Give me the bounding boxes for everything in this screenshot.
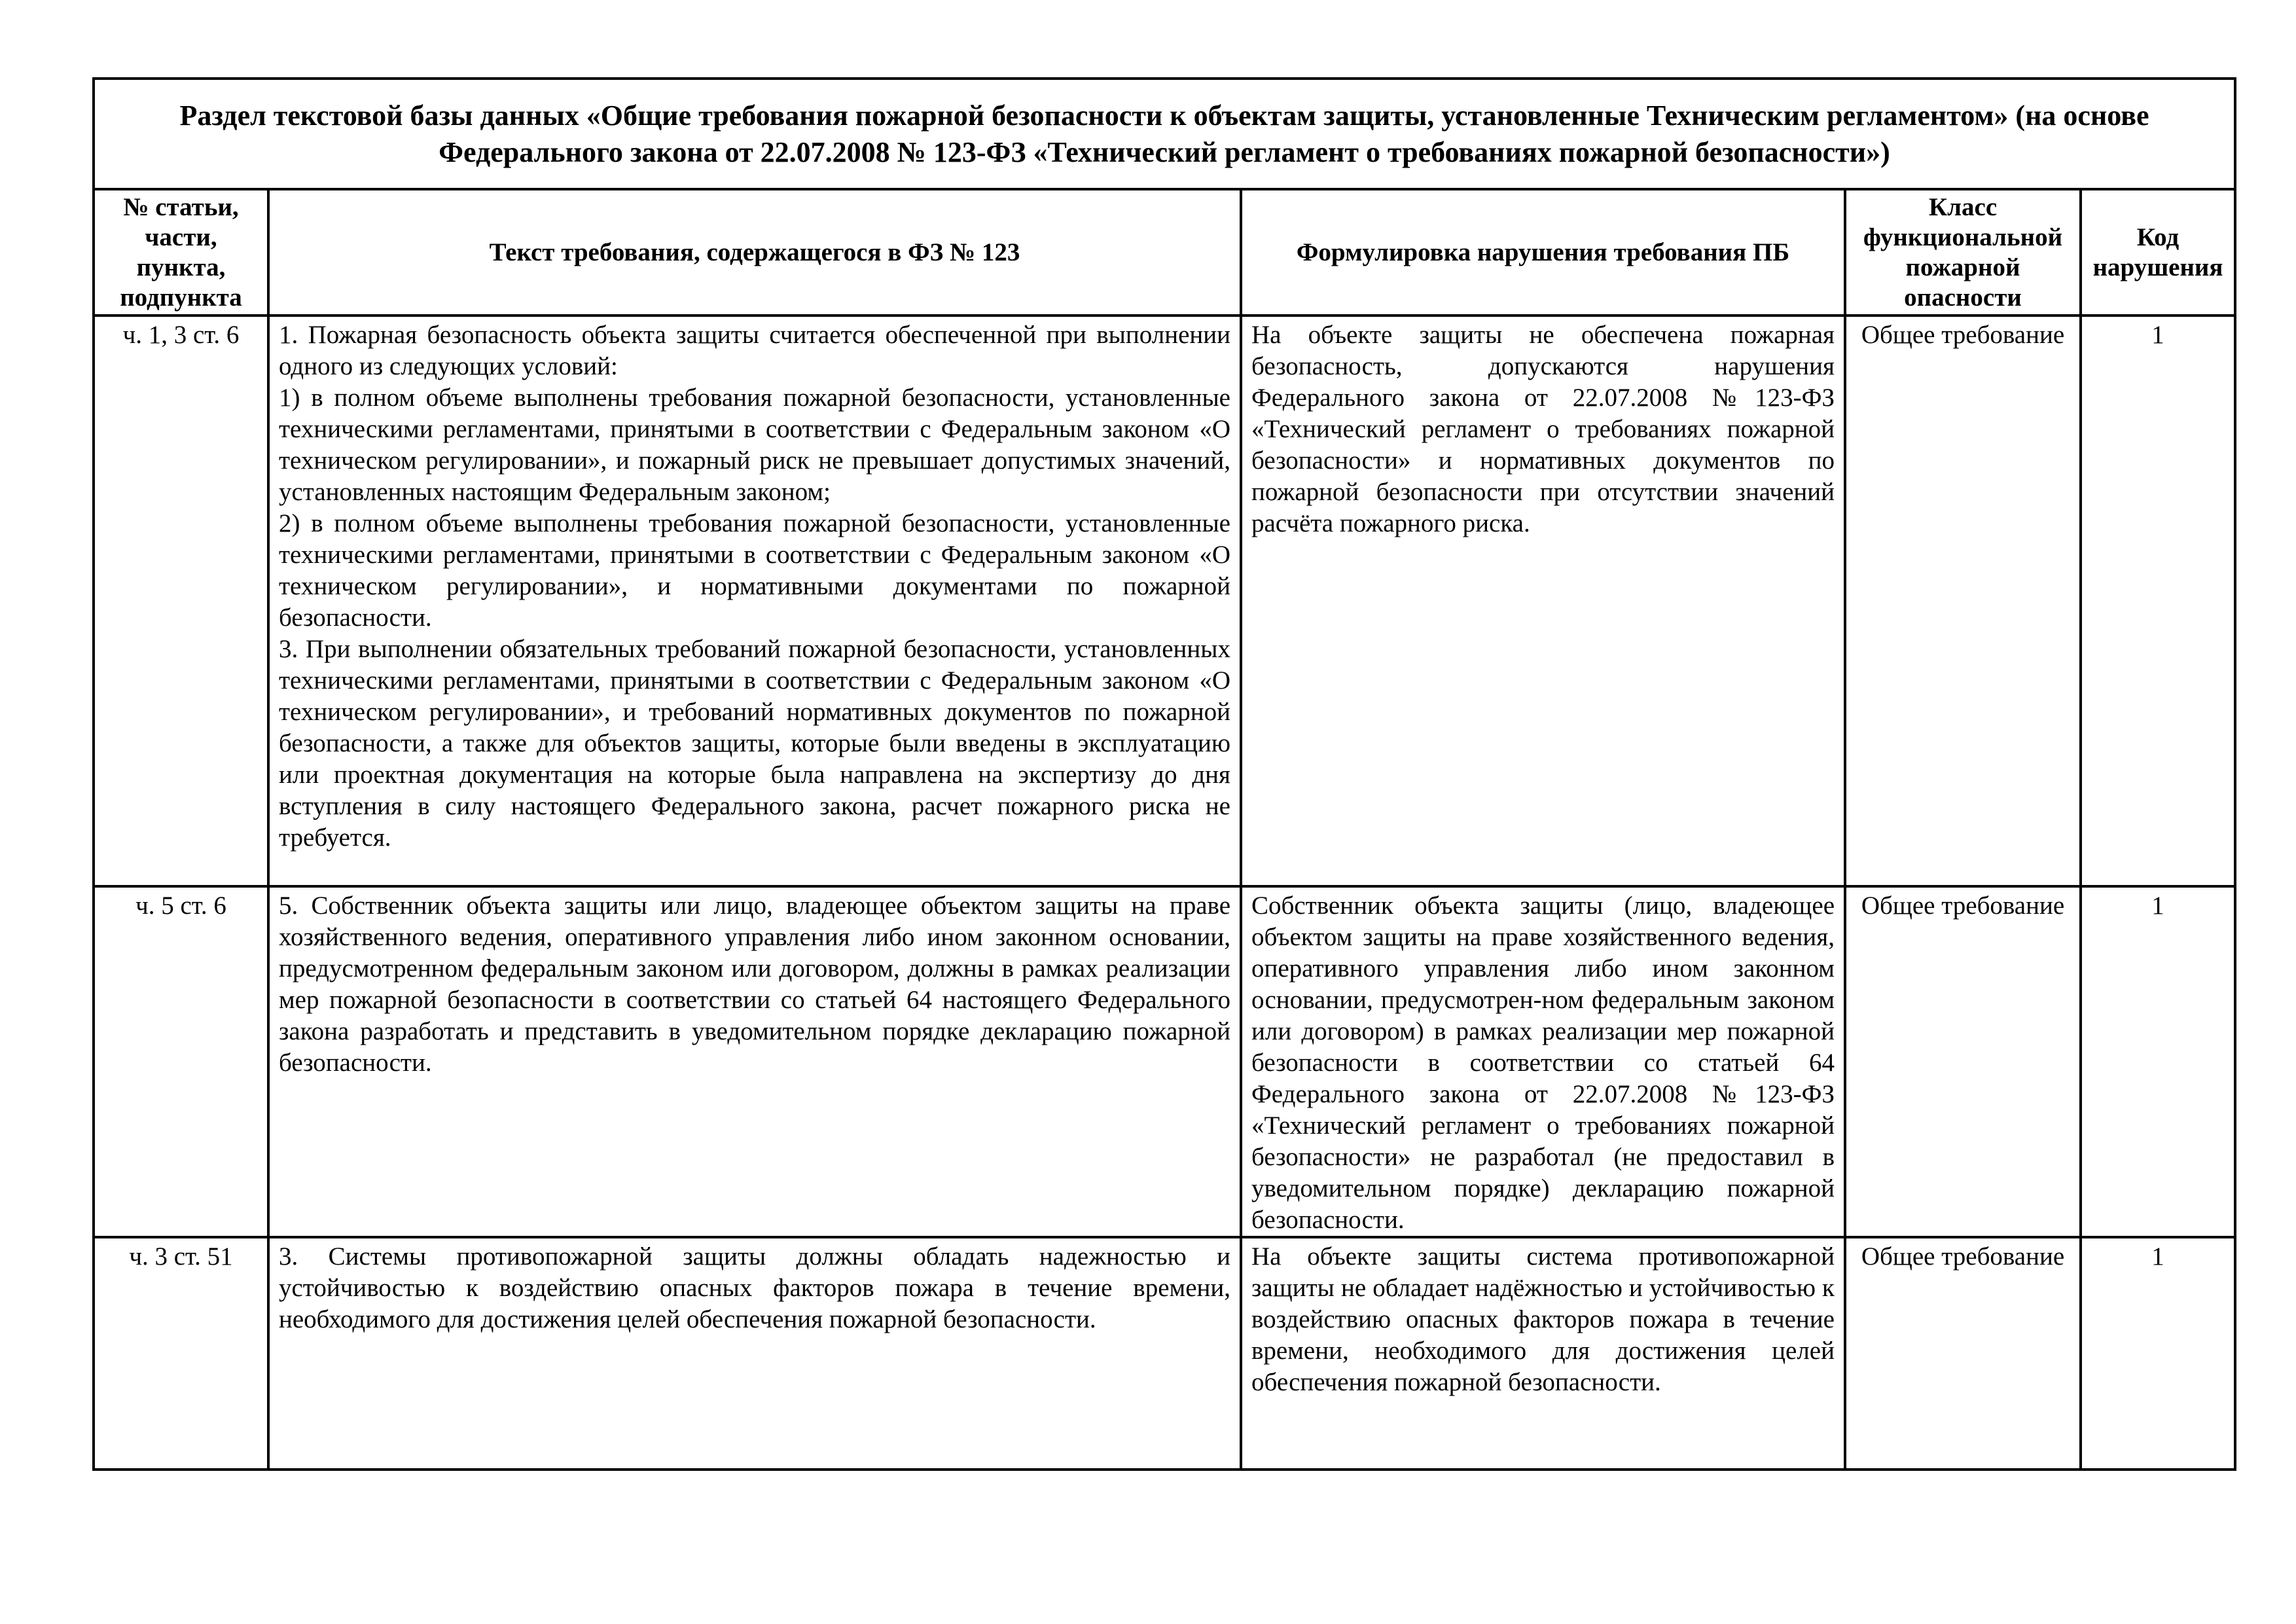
violation-cell: Собственник объекта защиты (лицо, владеющее объектом защиты на праве хозяйственного ведения, оперативного управления либо ином законном основании, предусмотрен-ном федеральным законом или договором) в рамках реализации мер пожарной безопасности в соответствии со статьей 64 Федерального закона от 22.07.2008 №123-ФЗ «Технический регламент о требованиях пожарной безопасности» не разработал (не предоставил в уведомительном порядке) декларацию пожарной безопасности. (1241, 886, 1845, 1237)
paragraph: 1. Пожарная безопасность объекта защиты считается обеспеченной при выполнении одного из следующих условий: (279, 321, 1230, 380)
paragraph: 3. При выполнении обязательных требований пожарной безопасности, установленных техническими регламентами, принятыми в соответствии с Федеральным законом «О техническом регулировании», и требований нормативных документов по пожарной безопасности, а также для объектов защиты, которые были введены в эксплуатацию или проектная документация на которые была направлена на экспертизу до дня вступления в силу настоящего Федерального закона, расчет пожарного риска не требуется. (279, 635, 1230, 852)
violation-cell: На объекте защиты система противопожарной защиты не обладает надёжностью и устойчивостью к воздействию опасных факторов пожара в течение времени, необходимого для достижения целей обеспечения пожарной безопасности. (1241, 1237, 1845, 1470)
requirements-table (92, 77, 2236, 1471)
document-title: Раздел текстовой базы данных «Общие требования пожарной безопасности к объектам защиты, установленные Техническим регламентом» (на основе Федерального закона от 22.07.2008 № 123-ФЗ «Технический регламент о требованиях пожарной безопасности») (94, 79, 2235, 189)
requirement-text-cell (268, 316, 1241, 886)
class-cell: Общее требование (1845, 1237, 2081, 1470)
title-row (94, 79, 2235, 189)
header-violation-code: Код нарушения (2081, 189, 2235, 316)
paragraph: 5. Собственник объекта защиты или лицо, владеющее объектом защиты на праве хозяйственного ведения, оперативного управления либо ином законном основании, предусмотренном федеральным законом или договором, должны в рамках реализации мер пожарной безопасности в соответствии со статьей 64 настоящего Федерального закона разработать и представить в уведомительном порядке декларацию пожарной безопасности. (279, 892, 1230, 1077)
table-row (94, 886, 2235, 1237)
violation-cell: На объекте защиты не обеспечена пожарная безопасность, допускаются нарушения Федерального закона от 22.07.2008 №123-ФЗ «Технический регламент о требованиях пожарной безопасности» и нормативных документов по пожарной безопасности при отсутствии значений расчёта пожарного риска. (1241, 316, 1845, 886)
requirement-text-cell (268, 1237, 1241, 1470)
paragraph: 2) в полном объеме выполнены требования пожарной безопасности, установленные техническими регламентами, принятыми в соответствии с Федеральным законом «О техническом регулировании», и нормативными документами по пожарной безопасности. (279, 509, 1230, 632)
code-cell: 1 (2081, 316, 2235, 886)
header-violation-wording: Формулировка нарушения требования ПБ (1241, 189, 1845, 316)
class-cell: Общее требование (1845, 886, 2081, 1237)
header-hazard-class: Класс функциональной пожарной опасности (1845, 189, 2081, 316)
requirement-text-cell (268, 886, 1241, 1237)
header-requirement-text: Текст требования, содержащегося в ФЗ № 123 (268, 189, 1241, 316)
table-row (94, 1237, 2235, 1470)
article-cell: ч. 1, 3 ст. 6 (94, 316, 268, 886)
code-cell: 1 (2081, 886, 2235, 1237)
code-cell: 1 (2081, 1237, 2235, 1470)
article-cell: ч. 3 ст. 51 (94, 1237, 268, 1470)
paragraph: 3. Системы противопожарной защиты должны обладать надежностью и устойчивостью к воздействию опасных факторов пожара в течение времени, необходимого для достижения целей обеспечения пожарной безопасности. (279, 1242, 1230, 1333)
header-article: № статьи, части, пункта, подпункта (94, 189, 268, 316)
class-cell: Общее требование (1845, 316, 2081, 886)
table-row (94, 316, 2235, 886)
paragraph: 1) в полном объеме выполнены требования пожарной безопасности, установленные техническими регламентами, принятыми в соответствии с Федеральным законом «О техническом регулировании», и пожарный риск не превышает допустимых значений, установленных настоящим Федеральным законом; (279, 384, 1230, 506)
article-cell: ч. 5 ст. 6 (94, 886, 268, 1237)
header-row (94, 189, 2235, 316)
